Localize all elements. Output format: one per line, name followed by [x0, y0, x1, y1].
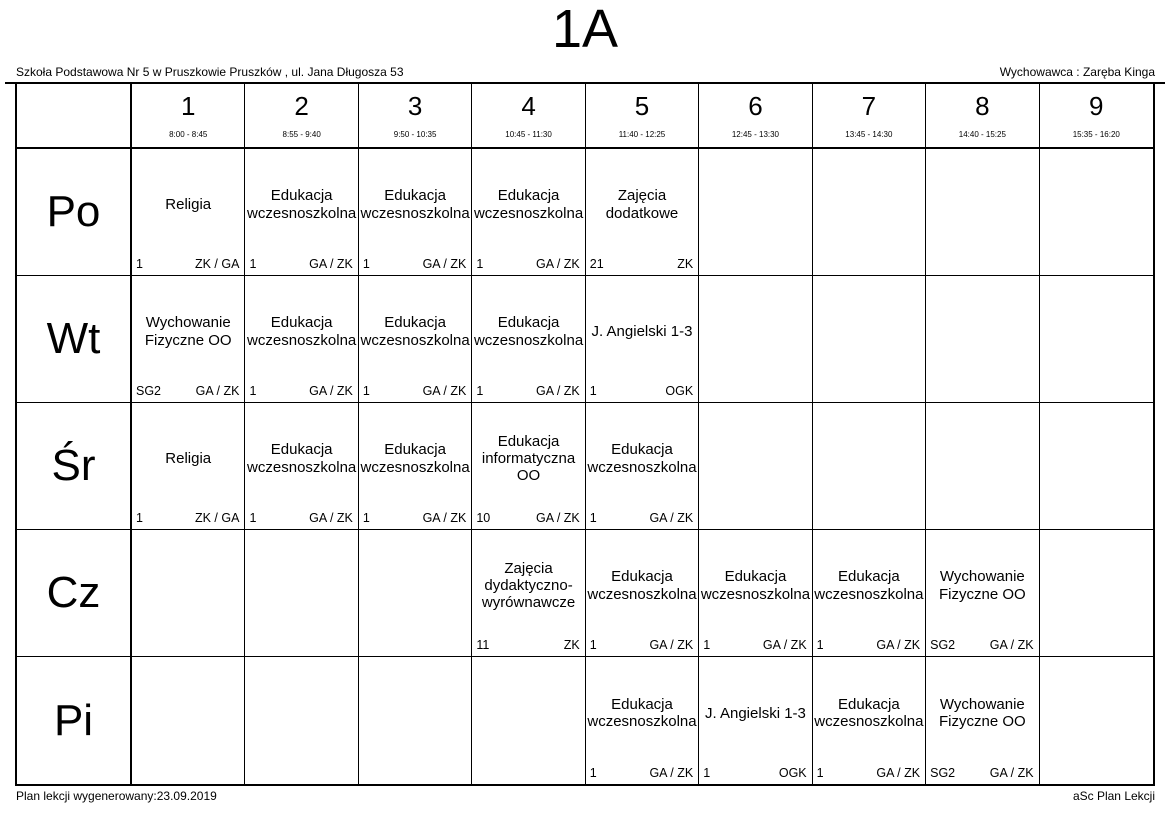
lesson-subject: Edukacja wczesnoszkolna — [360, 187, 470, 222]
lesson-meta — [586, 385, 698, 403]
lesson-meta — [245, 512, 357, 530]
lesson-teacher: GA / ZK — [195, 383, 240, 398]
lesson-cell — [586, 530, 699, 657]
empty-cell — [813, 276, 926, 403]
lesson-cell — [699, 657, 812, 784]
lesson-subject: Edukacja wczesnoszkolna — [247, 441, 357, 476]
lesson-meta — [699, 767, 811, 785]
period-header — [245, 84, 358, 149]
lesson-meta — [813, 639, 925, 657]
period-number: 6 — [748, 91, 763, 121]
empty-cell — [132, 530, 245, 657]
period-header — [1040, 84, 1153, 149]
lesson-meta — [245, 258, 357, 276]
lesson-subject: Edukacja wczesnoszkolna — [473, 187, 584, 222]
lesson-subject: Edukacja wczesnoszkolna — [700, 568, 811, 603]
period-header — [586, 84, 699, 149]
lesson-cell — [359, 276, 472, 403]
generated-date: Plan lekcji wygenerowany:23.09.2019 — [16, 789, 217, 803]
lesson-subject: Edukacja wczesnoszkolna — [587, 568, 697, 603]
empty-cell — [699, 403, 812, 530]
lesson-subject-wrap — [472, 276, 584, 385]
empty-cell — [926, 276, 1039, 403]
lesson-room: 1 — [589, 510, 597, 525]
lesson-subject-wrap — [586, 657, 698, 767]
app-brand: aSc Plan Lekcji — [1072, 789, 1155, 803]
lesson-teacher: ZK / GA — [194, 510, 240, 525]
lesson-meta — [586, 258, 698, 276]
lesson-subject: J. Angielski 1-3 — [704, 704, 806, 722]
period-time: 14:40 - 15:25 — [958, 130, 1006, 139]
lesson-teacher: GA / ZK — [422, 383, 467, 398]
period-number: 8 — [975, 91, 990, 121]
lesson-cell — [586, 149, 699, 276]
lesson-subject-wrap — [245, 149, 357, 258]
lesson-cell — [586, 403, 699, 530]
lesson-cell — [926, 657, 1039, 784]
day-label-cell — [17, 149, 132, 276]
day-label-cell — [17, 530, 132, 657]
lesson-room: SG2 — [930, 637, 956, 652]
lesson-room: 1 — [362, 256, 370, 271]
lesson-cell — [472, 149, 585, 276]
day-label: Śr — [51, 441, 96, 490]
lesson-subject: Edukacja wczesnoszkolna — [587, 695, 697, 731]
lesson-teacher: GA / ZK — [989, 765, 1034, 780]
lesson-cell — [359, 403, 472, 530]
lesson-subject-wrap — [586, 530, 698, 639]
period-number: 7 — [861, 91, 877, 121]
lesson-teacher: ZK — [563, 637, 580, 652]
corner-cell — [17, 84, 132, 149]
lesson-room: 1 — [589, 383, 597, 398]
lesson-subject-wrap — [926, 657, 1038, 767]
empty-cell — [245, 657, 358, 784]
lesson-subject: Wychowanie Fizyczne OO — [938, 568, 1026, 603]
lesson-meta — [472, 385, 584, 403]
lesson-meta — [132, 258, 244, 276]
empty-cell — [359, 657, 472, 784]
lesson-cell — [132, 149, 245, 276]
lesson-cell — [699, 530, 812, 657]
lesson-subject: Edukacja wczesnoszkolna — [814, 568, 924, 603]
empty-cell — [472, 657, 585, 784]
period-number: 9 — [1089, 91, 1104, 121]
lesson-meta — [699, 639, 811, 657]
lesson-teacher: GA / ZK — [649, 637, 694, 652]
lesson-room: 21 — [589, 256, 604, 271]
lesson-meta — [132, 512, 244, 530]
day-label-cell — [17, 276, 132, 403]
lesson-teacher: GA / ZK — [422, 510, 467, 525]
lesson-teacher: GA / ZK — [762, 637, 807, 652]
lesson-room: 1 — [589, 637, 597, 652]
period-time: 9:50 - 10:35 — [393, 130, 437, 139]
lesson-teacher: OGK — [778, 765, 807, 780]
lesson-teacher: ZK — [677, 256, 694, 271]
empty-cell — [359, 530, 472, 657]
lesson-room: SG2 — [136, 383, 162, 398]
lesson-meta — [926, 767, 1038, 785]
lesson-meta — [813, 767, 925, 785]
lesson-room: 1 — [249, 383, 257, 398]
lesson-cell — [245, 403, 358, 530]
lesson-subject-wrap — [359, 403, 471, 512]
empty-cell — [1040, 403, 1153, 530]
lesson-subject: Wychowanie Fizyczne OO — [938, 695, 1026, 731]
day-label-cell — [17, 657, 132, 784]
lesson-cell — [926, 530, 1039, 657]
timetable — [15, 84, 1155, 786]
lesson-room: 1 — [476, 383, 484, 398]
lesson-subject-wrap — [245, 276, 357, 385]
lesson-room: 1 — [249, 256, 257, 271]
lesson-subject-wrap — [699, 530, 811, 639]
day-label: Cz — [46, 568, 101, 617]
lesson-subject-wrap — [586, 403, 698, 512]
period-time: 8:00 - 8:45 — [169, 130, 208, 139]
lesson-teacher: GA / ZK — [309, 510, 353, 525]
lesson-subject-wrap — [586, 149, 698, 258]
lesson-room: SG2 — [930, 765, 956, 780]
period-number: 1 — [180, 91, 196, 121]
empty-cell — [1040, 530, 1153, 657]
period-header — [699, 84, 812, 149]
lesson-subject-wrap — [926, 530, 1038, 639]
lesson-teacher: GA / ZK — [536, 383, 580, 398]
lesson-room: 11 — [476, 637, 490, 652]
lesson-teacher: GA / ZK — [536, 256, 580, 271]
lesson-room: 1 — [703, 637, 711, 652]
lesson-room: 1 — [816, 765, 824, 780]
lesson-teacher: GA / ZK — [536, 510, 580, 525]
lesson-teacher: GA / ZK — [876, 637, 921, 652]
empty-cell — [813, 403, 926, 530]
lesson-subject-wrap — [359, 276, 471, 385]
lesson-subject: Edukacja wczesnoszkolna — [360, 314, 470, 349]
lesson-cell — [245, 149, 358, 276]
period-number: 5 — [634, 91, 650, 121]
lesson-cell — [132, 276, 245, 403]
period-time: 13:45 - 14:30 — [845, 130, 893, 139]
lesson-room: 1 — [136, 510, 143, 525]
lesson-meta — [472, 512, 584, 530]
lesson-teacher: OGK — [665, 383, 694, 398]
empty-cell — [813, 149, 926, 276]
lesson-cell — [586, 276, 699, 403]
lesson-cell — [472, 276, 585, 403]
lesson-subject: J. Angielski 1-3 — [591, 323, 693, 341]
lesson-cell — [586, 657, 699, 784]
lesson-subject: Edukacja informatyczna OO — [481, 432, 576, 485]
lesson-subject-wrap — [132, 403, 244, 512]
subheader — [16, 64, 1155, 80]
lesson-meta — [472, 258, 584, 276]
lesson-teacher: GA / ZK — [649, 510, 694, 525]
lesson-subject: Edukacja wczesnoszkolna — [587, 441, 697, 476]
period-header — [359, 84, 472, 149]
empty-cell — [1040, 657, 1153, 784]
lesson-subject-wrap — [359, 149, 471, 258]
lesson-meta — [586, 512, 698, 530]
lesson-room: 1 — [136, 256, 143, 271]
lesson-room: 1 — [362, 510, 370, 525]
period-header — [813, 84, 926, 149]
lesson-teacher: GA / ZK — [649, 765, 694, 780]
empty-cell — [926, 403, 1039, 530]
lesson-subject-wrap — [586, 276, 698, 385]
lesson-cell — [813, 657, 926, 784]
lesson-teacher: GA / ZK — [422, 256, 467, 271]
lesson-room: 1 — [816, 637, 824, 652]
lesson-meta — [472, 639, 584, 657]
lesson-subject-wrap — [813, 530, 925, 639]
lesson-subject-wrap — [699, 657, 811, 767]
day-label: Pi — [53, 695, 94, 745]
period-header — [132, 84, 245, 149]
lesson-room: 1 — [703, 765, 711, 780]
lesson-cell — [472, 403, 585, 530]
period-number: 2 — [294, 91, 309, 121]
lesson-meta — [359, 385, 471, 403]
footer — [16, 789, 1155, 803]
lesson-subject: Zajęcia dodatkowe — [605, 187, 679, 222]
empty-cell — [1040, 276, 1153, 403]
empty-cell — [1040, 149, 1153, 276]
day-label: Po — [46, 187, 101, 236]
lesson-teacher: GA / ZK — [989, 637, 1034, 652]
page-title: 1A — [551, 0, 619, 59]
period-time: 11:40 - 12:25 — [618, 130, 666, 139]
day-label: Wt — [46, 314, 101, 363]
day-label-cell — [17, 403, 132, 530]
lesson-subject: Religia — [165, 450, 212, 468]
lesson-meta — [586, 767, 698, 785]
lesson-cell — [132, 403, 245, 530]
lesson-subject: Wychowanie Fizyczne OO — [144, 314, 232, 349]
lesson-meta — [586, 639, 698, 657]
lesson-room: 1 — [476, 256, 484, 271]
lesson-meta — [359, 258, 471, 276]
lesson-subject-wrap — [472, 403, 584, 512]
period-time: 8:55 - 9:40 — [282, 130, 321, 139]
lesson-subject-wrap — [472, 149, 584, 258]
lesson-subject: Edukacja wczesnoszkolna — [247, 187, 357, 222]
lesson-room: 1 — [249, 510, 257, 525]
empty-cell — [699, 276, 812, 403]
lesson-room: 1 — [589, 765, 597, 780]
lesson-subject: Edukacja wczesnoszkolna — [473, 314, 584, 349]
lesson-teacher: GA / ZK — [309, 256, 353, 271]
lesson-meta — [359, 512, 471, 530]
school-name: Szkoła Podstawowa Nr 5 w Pruszkowie Pruszków , ul. Jana Długosza 53 — [16, 65, 404, 79]
period-number: 4 — [521, 91, 536, 121]
lesson-subject-wrap — [472, 530, 584, 639]
lesson-cell — [359, 149, 472, 276]
lesson-subject-wrap — [132, 276, 244, 385]
lesson-subject-wrap — [813, 657, 925, 767]
lesson-subject: Edukacja wczesnoszkolna — [360, 441, 470, 476]
lesson-subject: Edukacja wczesnoszkolna — [247, 314, 357, 349]
lesson-teacher: GA / ZK — [309, 383, 353, 398]
lesson-teacher: GA / ZK — [876, 765, 921, 780]
empty-cell — [926, 149, 1039, 276]
class-teacher: Wychowawca : Zaręba Kinga — [999, 65, 1155, 79]
empty-cell — [245, 530, 358, 657]
empty-cell — [699, 149, 812, 276]
lesson-meta — [926, 639, 1038, 657]
period-time: 12:45 - 13:30 — [731, 130, 780, 139]
lesson-teacher: ZK / GA — [194, 256, 240, 271]
lesson-meta — [132, 385, 244, 403]
lesson-subject-wrap — [132, 149, 244, 258]
period-number: 3 — [407, 91, 423, 121]
period-header — [926, 84, 1039, 149]
period-time: 15:35 - 16:20 — [1072, 130, 1120, 139]
lesson-cell — [472, 530, 585, 657]
lesson-room: 10 — [476, 510, 491, 525]
period-time: 10:45 - 11:30 — [505, 130, 552, 139]
lesson-subject-wrap — [245, 403, 357, 512]
period-header — [472, 84, 585, 149]
empty-cell — [132, 657, 245, 784]
lesson-subject: Religia — [165, 196, 212, 214]
lesson-room: 1 — [362, 383, 370, 398]
lesson-cell — [813, 530, 926, 657]
lesson-meta — [245, 385, 357, 403]
lesson-cell — [245, 276, 358, 403]
lesson-subject: Edukacja wczesnoszkolna — [814, 695, 924, 731]
lesson-subject: Zajęcia dydaktyczno-wyrównawcze — [481, 559, 576, 612]
